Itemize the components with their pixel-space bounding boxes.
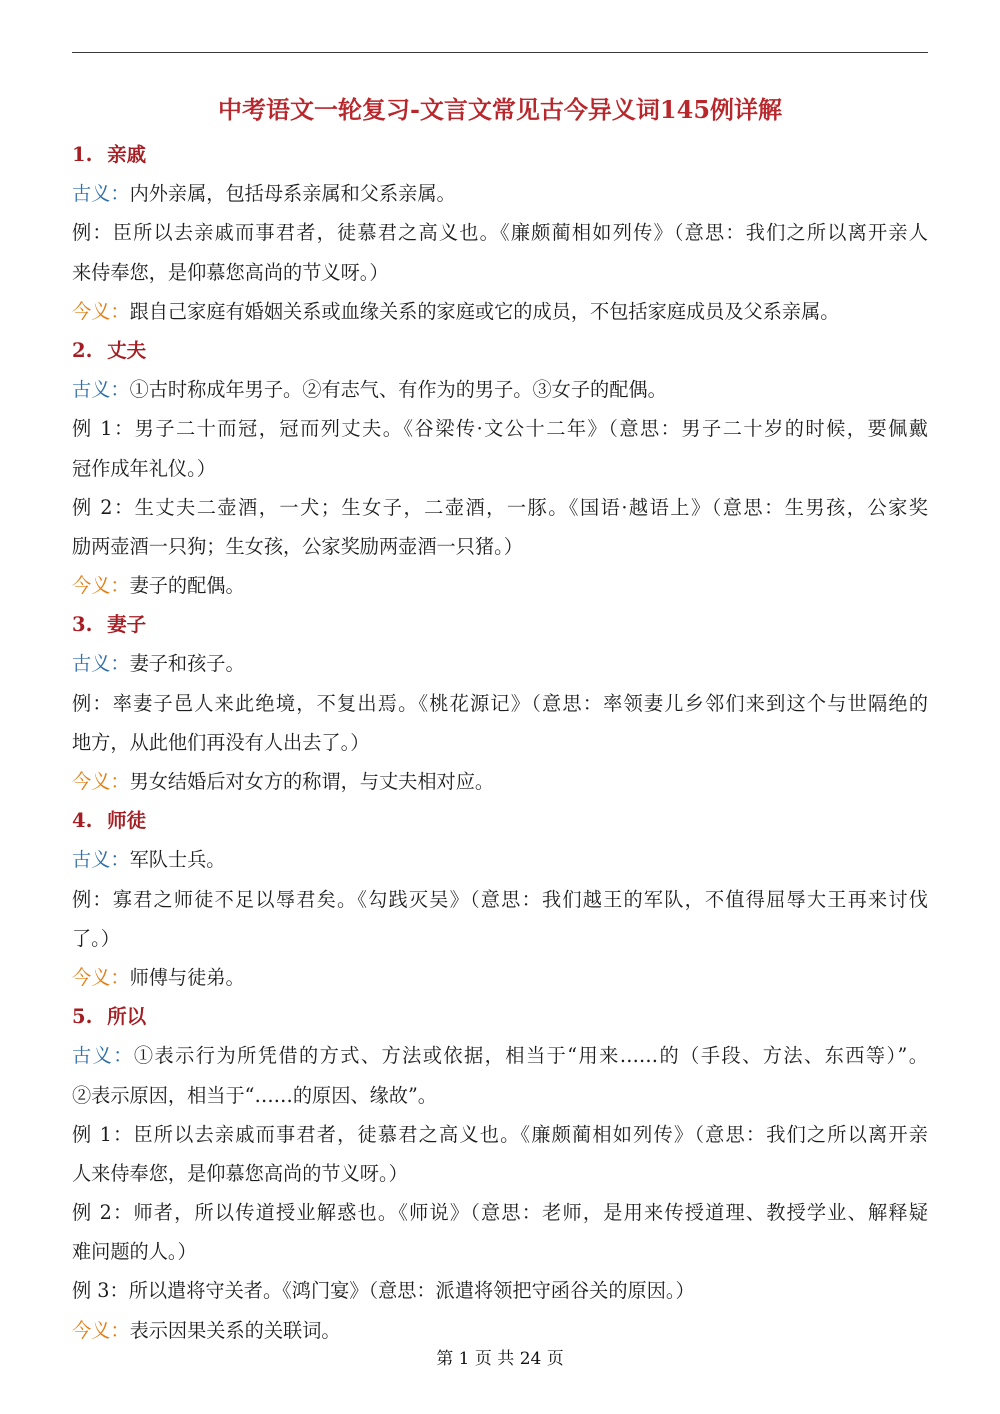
ancient-meaning-line: [72, 840, 928, 879]
modern-meaning-text: 男女结婚后对女方的称谓，与丈夫相对应。: [129, 770, 495, 793]
example-text: 生丈夫二壶酒，一犬；生女子，二壶酒，一豚。《国语·越语上》（意思：生男孩，公家奖: [134, 495, 928, 519]
modern-meaning-line: [72, 566, 928, 605]
modern-meaning-text: 表示因果关系的关联词。: [129, 1318, 341, 1342]
entry-heading: 2. 丈夫: [72, 338, 147, 362]
example-line: [72, 723, 928, 762]
ancient-meaning-label: 古义：: [72, 1044, 134, 1068]
example-text: 率妻子邑人来此绝境，不复出焉。《桃花源记》（意思：率领妻儿乡邻们来到这个与世隔绝的: [112, 691, 928, 715]
example-label: 例 2：: [72, 495, 135, 519]
ancient-meaning-text: ①古时称成年男子。②有志气、有作为的男子。③女子的配偶。: [129, 378, 667, 402]
example-label: 例：: [72, 221, 113, 245]
modern-meaning-label: 今义：: [72, 770, 130, 793]
example-text: 地方，从此他们再没有人出去了。）: [72, 730, 370, 754]
modern-meaning-text: 跟自己家庭有婚姻关系或血缘关系的家庭或它的成员，不包括家庭成员及父系亲属。: [129, 299, 840, 323]
ancient-meaning-line: [72, 1036, 928, 1075]
ancient-meaning-text: 军队士兵。: [129, 848, 226, 872]
example-label: 例 2：: [72, 1201, 134, 1225]
example-text: 励两壶酒一只狗；生女孩，公家奖励两壶酒一只猪。）: [72, 534, 523, 558]
example-line: [72, 1232, 928, 1271]
modern-meaning-line: [72, 1311, 928, 1350]
example-line: [72, 213, 928, 252]
example-text: 寡君之师徒不足以辱君矣。《勾践灭吴》（意思：我们越王的军队，不值得屈辱大王再来讨伐: [112, 887, 928, 911]
example-label: 例 1：: [72, 1122, 134, 1146]
example-label: 例：: [72, 691, 113, 715]
ancient-meaning-label: 古义：: [72, 652, 130, 676]
example-text: 来侍奉您，是仰慕您高尚的节义呀。）: [72, 260, 389, 284]
ancient-meaning-text: 妻子和孩子。: [129, 652, 245, 676]
modern-meaning-line: [72, 958, 928, 997]
modern-meaning-label: 今义：: [72, 1318, 130, 1342]
ancient-meaning-text: ①表示行为所凭借的方式、方法或依据，相当于“用来……的（手段、方法、东西等）”。: [133, 1044, 928, 1068]
example-line: [72, 449, 928, 488]
example-line: [72, 919, 928, 958]
example-text: 人来侍奉您，是仰慕您高尚的节义呀。）: [72, 1161, 408, 1185]
example-text: 所以遣将守关者。《鸿门宴》（意思：派遣将领把守函谷关的原因。）: [128, 1279, 695, 1303]
entry-heading: 5. 所以: [72, 1005, 147, 1029]
ancient-meaning-label: 古义：: [72, 182, 130, 206]
modern-meaning-line: [72, 762, 928, 801]
example-text: 臣所以去亲戚而事君者，徒慕君之高义也。《廉颇蔺相如列传》（意思：我们之所以离开亲人: [112, 221, 928, 245]
example-line: [72, 253, 928, 292]
example-line: [72, 409, 928, 448]
ancient-meaning-line: [72, 1076, 928, 1115]
page-footer: 第 1 页 共 24 页: [436, 1349, 564, 1369]
example-text: 臣所以去亲戚而事君者，徒慕君之高义也。《廉颇蔺相如列传》（意思：我们之所以离开亲: [133, 1122, 928, 1146]
modern-meaning-label: 今义：: [72, 574, 130, 598]
example-line: [72, 527, 928, 566]
header-rule: [72, 52, 928, 53]
ancient-meaning-line: [72, 644, 928, 683]
modern-meaning-text: 妻子的配偶。: [129, 574, 245, 598]
ancient-meaning-text: 内外亲属，包括母系亲属和父系亲属。: [129, 182, 456, 206]
example-text: 了。）: [72, 926, 120, 950]
example-label: 例 3：: [72, 1279, 129, 1303]
entry-heading: 4. 师徒: [72, 809, 147, 833]
example-text: 冠作成年礼仪。）: [72, 456, 216, 480]
modern-meaning-label: 今义：: [72, 299, 130, 323]
ancient-meaning-label: 古义：: [72, 848, 130, 872]
example-label: 例：: [72, 887, 113, 911]
example-text: 男子二十而冠，冠而列丈夫。《谷梁传·文公十二年》（意思：男子二十岁的时候，要佩戴: [134, 417, 928, 441]
modern-meaning-text: 师傅与徒弟。: [129, 965, 245, 989]
entry-heading: 1. 亲戚: [72, 143, 147, 166]
example-line: [72, 1115, 928, 1154]
page-title: 中考语文一轮复习-文言文常见古今异义词145例详解: [217, 95, 783, 124]
entry-list: [72, 135, 928, 1350]
modern-meaning-label: 今义：: [72, 965, 130, 989]
example-line: [72, 1193, 928, 1232]
example-line: [72, 1271, 928, 1310]
modern-meaning-line: [72, 292, 928, 331]
entry-heading: 3. 妻子: [72, 613, 147, 637]
ancient-meaning-label: 古义：: [72, 378, 130, 402]
example-line: [72, 1154, 928, 1193]
ancient-meaning-text: ②表示原因，相当于“……的原因、缘故”。: [72, 1083, 437, 1107]
example-label: 例 1：: [72, 417, 135, 441]
example-line: [72, 684, 928, 723]
example-line: [72, 880, 928, 919]
example-line: [72, 488, 928, 527]
example-text: 师者，所以传道授业解惑也。《师说》（意思：老师，是用来传授道理、教授学业、解释疑: [133, 1201, 928, 1225]
ancient-meaning-line: [72, 174, 928, 213]
ancient-meaning-line: [72, 370, 928, 409]
example-text: 难问题的人。）: [72, 1240, 197, 1264]
